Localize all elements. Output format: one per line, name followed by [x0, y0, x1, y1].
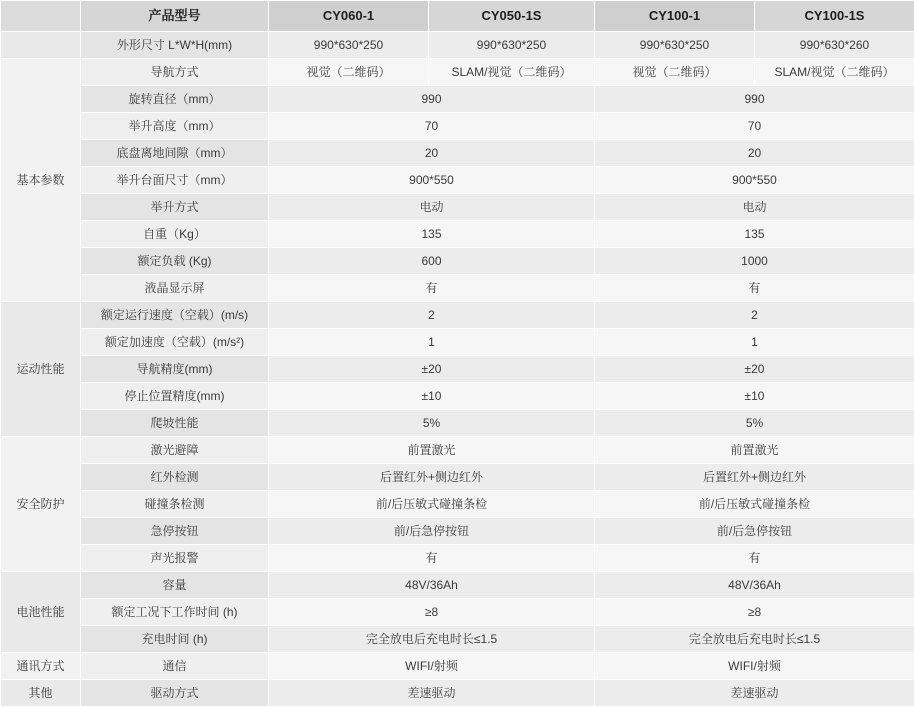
table-row: [1, 275, 914, 302]
row-item-label: 通信: [81, 653, 269, 680]
header-model-4: CY100-1S: [755, 1, 914, 32]
table-row: [1, 167, 914, 194]
row-value-1: 1: [269, 329, 595, 356]
row-value-2: 20: [595, 140, 914, 167]
row-value-2: 前/后急停按钮: [595, 518, 914, 545]
row-value-1: 差速驱动: [269, 680, 595, 707]
group-label: 基本参数: [1, 59, 81, 302]
row-value-4: 990*630*260: [755, 32, 914, 59]
row-value-1: 完全放电后充电时长≤1.5: [269, 626, 595, 653]
row-value-1: 900*550: [269, 167, 595, 194]
row-value-1: ±10: [269, 383, 595, 410]
row-item-label: 激光避障: [81, 437, 269, 464]
table-row: [1, 356, 914, 383]
row-value-1: 2: [269, 302, 595, 329]
row-value-2: 1: [595, 329, 914, 356]
table-row: [1, 491, 914, 518]
group-label: 运动性能: [1, 302, 81, 437]
row-value-2: 990*630*250: [429, 32, 595, 59]
row-item-label: 额定负载 (Kg): [81, 248, 269, 275]
row-value-2: 990: [595, 86, 914, 113]
header-model-1: CY060-1: [269, 1, 429, 32]
row-value-1: 后置红外+侧边红外: [269, 464, 595, 491]
table-row: [1, 140, 914, 167]
table-row: [1, 248, 914, 275]
row-item-label: 额定加速度（空载）(m/s²): [81, 329, 269, 356]
table-row: [1, 680, 914, 707]
row-value-1: 135: [269, 221, 595, 248]
row-value-2: 有: [595, 275, 914, 302]
row-item-label: 导航精度(mm): [81, 356, 269, 383]
group-label: 安全防护: [1, 437, 81, 572]
row-item-label: 举升方式: [81, 194, 269, 221]
group-label: 通讯方式: [1, 653, 81, 680]
group-label: 电池性能: [1, 572, 81, 653]
row-item-label: 底盘离地间隙（mm）: [81, 140, 269, 167]
row-value-1: 990*630*250: [269, 32, 429, 59]
table-row: [1, 302, 914, 329]
table-row: [1, 464, 914, 491]
row-item-label: 旋转直径（mm）: [81, 86, 269, 113]
row-value-1: 48V/36Ah: [269, 572, 595, 599]
table-row: [1, 194, 914, 221]
table-row: [1, 329, 914, 356]
header-group-blank: [1, 1, 81, 32]
table-row: [1, 410, 914, 437]
row-item-label: 液晶显示屏: [81, 275, 269, 302]
table-row: [1, 437, 914, 464]
row-value-2: 差速驱动: [595, 680, 914, 707]
table-row: [1, 572, 914, 599]
row-value-2: 后置红外+侧边红外: [595, 464, 914, 491]
row-item-label: 停止位置精度(mm): [81, 383, 269, 410]
row-item-label: 声光报警: [81, 545, 269, 572]
row-item-label: 自重（Kg）: [81, 221, 269, 248]
table-row: [1, 653, 914, 680]
row-value-2: 48V/36Ah: [595, 572, 914, 599]
row-value-1: 70: [269, 113, 595, 140]
row-value-1: WIFI/射频: [269, 653, 595, 680]
row-value-1: 前/后急停按钮: [269, 518, 595, 545]
row-value-2: 完全放电后充电时长≤1.5: [595, 626, 914, 653]
row-value-2: 电动: [595, 194, 914, 221]
table-row: [1, 86, 914, 113]
header-model-3: CY100-1: [595, 1, 755, 32]
table-row: [1, 59, 914, 86]
row-item-label: 额定运行速度（空载）(m/s): [81, 302, 269, 329]
row-value-2: 有: [595, 545, 914, 572]
row-value-1: 前置激光: [269, 437, 595, 464]
row-item-label: 举升高度（mm）: [81, 113, 269, 140]
row-value-2: ±10: [595, 383, 914, 410]
row-item-label: 导航方式: [81, 59, 269, 86]
table-row: [1, 113, 914, 140]
row-value-2: 2: [595, 302, 914, 329]
row-value-1: 电动: [269, 194, 595, 221]
group-label: [1, 32, 81, 59]
row-item-label: 充电时间 (h): [81, 626, 269, 653]
table-row: [1, 518, 914, 545]
row-value-1: 有: [269, 275, 595, 302]
row-value-1: ≥8: [269, 599, 595, 626]
table-row: [1, 32, 914, 59]
table-row: [1, 626, 914, 653]
row-item-label: 额定工况下工作时间 (h): [81, 599, 269, 626]
row-value-2: 前/后压敏式碰撞条检: [595, 491, 914, 518]
row-item-label: 碰撞条检测: [81, 491, 269, 518]
row-item-label: 爬坡性能: [81, 410, 269, 437]
row-value-3: 990*630*250: [595, 32, 755, 59]
row-value-1: 视觉（二维码）: [269, 59, 429, 86]
row-value-2: 前置激光: [595, 437, 914, 464]
table-header-row: [1, 1, 914, 32]
row-value-1: 20: [269, 140, 595, 167]
header-item-label: 产品型号: [81, 1, 269, 32]
row-item-label: 容量: [81, 572, 269, 599]
row-value-2: ≥8: [595, 599, 914, 626]
row-value-2: 900*550: [595, 167, 914, 194]
table-row: [1, 383, 914, 410]
row-value-2: WIFI/射频: [595, 653, 914, 680]
row-value-2: 70: [595, 113, 914, 140]
row-value-1: 有: [269, 545, 595, 572]
row-item-label: 举升台面尺寸（mm）: [81, 167, 269, 194]
row-value-1: 5%: [269, 410, 595, 437]
row-value-1: ±20: [269, 356, 595, 383]
table-row: [1, 221, 914, 248]
row-value-3: 视觉（二维码）: [595, 59, 755, 86]
row-item-label: 急停按钮: [81, 518, 269, 545]
row-value-4: SLAM/视觉（二维码）: [755, 59, 914, 86]
row-value-2: 135: [595, 221, 914, 248]
row-item-label: 红外检测: [81, 464, 269, 491]
table-row: [1, 545, 914, 572]
row-value-1: 600: [269, 248, 595, 275]
row-value-2: ±20: [595, 356, 914, 383]
row-value-2: SLAM/视觉（二维码）: [429, 59, 595, 86]
row-item-label: 外形尺寸 L*W*H(mm): [81, 32, 269, 59]
header-model-2: CY050-1S: [429, 1, 595, 32]
row-item-label: 驱动方式: [81, 680, 269, 707]
row-value-2: 1000: [595, 248, 914, 275]
table-row: [1, 599, 914, 626]
group-label: 其他: [1, 680, 81, 707]
row-value-1: 前/后压敏式碰撞条检: [269, 491, 595, 518]
row-value-1: 990: [269, 86, 595, 113]
row-value-2: 5%: [595, 410, 914, 437]
